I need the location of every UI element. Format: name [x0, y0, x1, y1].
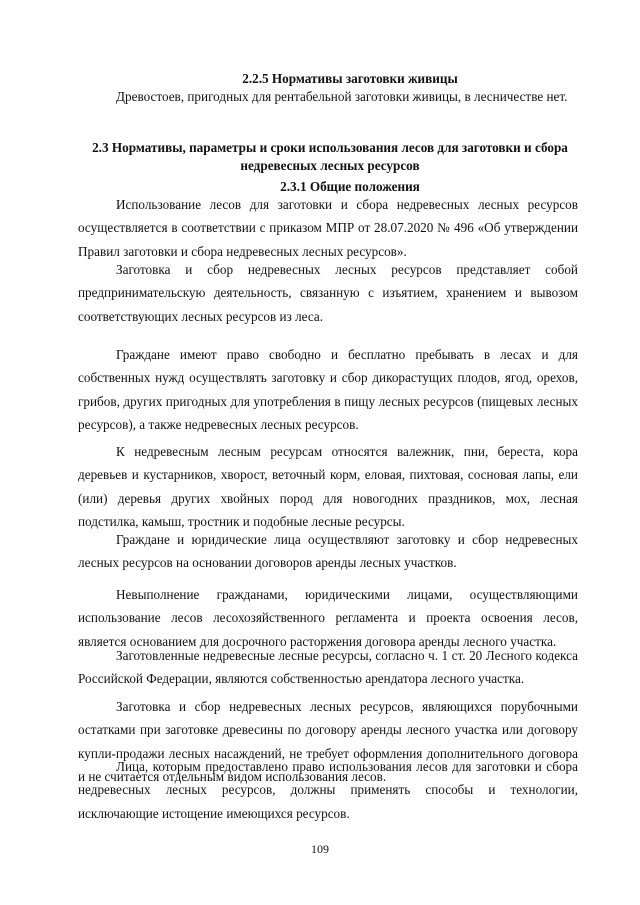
page-number: 109 — [311, 842, 329, 856]
section-text-2-2-5: Древостоев, пригодных для рентабельной заготовки живицы, в лесничестве нет. — [116, 89, 568, 104]
paragraph: Граждане и юридические лица осуществляют заготовку и сбор недревесных лесных ресурсов на основании договоров аренды лесных участков. — [78, 532, 578, 571]
paragraph: К недревесным лесным ресурсам относятся валежник, пни, береста, кора деревьев и кустарников, хворост, веточный корм, еловая, пихтовая, сосновая лапы, ели (или) деревья других хвойных пород для новогодних праздников, мох, лесная подстилка, камыш, тростник и подобные лесные ресурсы. — [78, 444, 578, 530]
section-heading-2-2-5: 2.2.5 Нормативы заготовки живицы — [242, 71, 458, 86]
paragraph: Граждане имеют право свободно и бесплатно пребывать в лесах и для собственных нужд осуществлять заготовку и сбор дикорастущих плодов, ягод, орехов, грибов, других пригодных для употребления в пищу лесных ресурсов (пищевых лесных ресурсов), а также недревесных лесных ресурсов. — [78, 347, 578, 433]
subsection-heading-2-3-1: 2.3.1 Общие положения — [280, 179, 420, 194]
paragraph: Заготовленные недревесные лесные ресурсы, согласно ч. 1 ст. 20 Лесного кодекса Российской Федерации, являются собственностью арендатора лесного участка. — [78, 648, 578, 687]
section-heading-2-3: 2.3 Нормативы, параметры и сроки использования лесов для заготовки и сбора недревесных лесных ресурсов — [92, 140, 568, 173]
paragraph: Невыполнение гражданами, юридическими лицами, осуществляющими использование лесов лесохозяйственного регламента и проекта освоения лесов, является основанием для досрочного расторжения договора аренды лесного участка. — [78, 587, 578, 649]
paragraph: Лица, которым предоставлено право использования лесов для заготовки и сбора недревесных лесных ресурсов, должны применять способы и технологии, исключающие истощение имеющихся ресурсов. — [78, 759, 578, 821]
paragraph: Использование лесов для заготовки и сбора недревесных лесных ресурсов осуществляется в соответствии с приказом МПР от 28.07.2020 № 496 «Об утверждении Правил заготовки и сбора недревесных лесных ресурсов». — [78, 197, 578, 259]
paragraph: Заготовка и сбор недревесных лесных ресурсов, являющихся порубочными остатками при заготовке древесины по договору аренды лесного участка или договору купли-продажи лесных насаждений, не требует оформления дополнительного договора и не считается отдельным видом использования лесов. — [78, 699, 578, 785]
paragraph: Заготовка и сбор недревесных лесных ресурсов представляет собой предпринимательскую деятельность, связанную с изъятием, хранением и вывозом соответствующих лесных ресурсов из леса. — [78, 262, 578, 324]
